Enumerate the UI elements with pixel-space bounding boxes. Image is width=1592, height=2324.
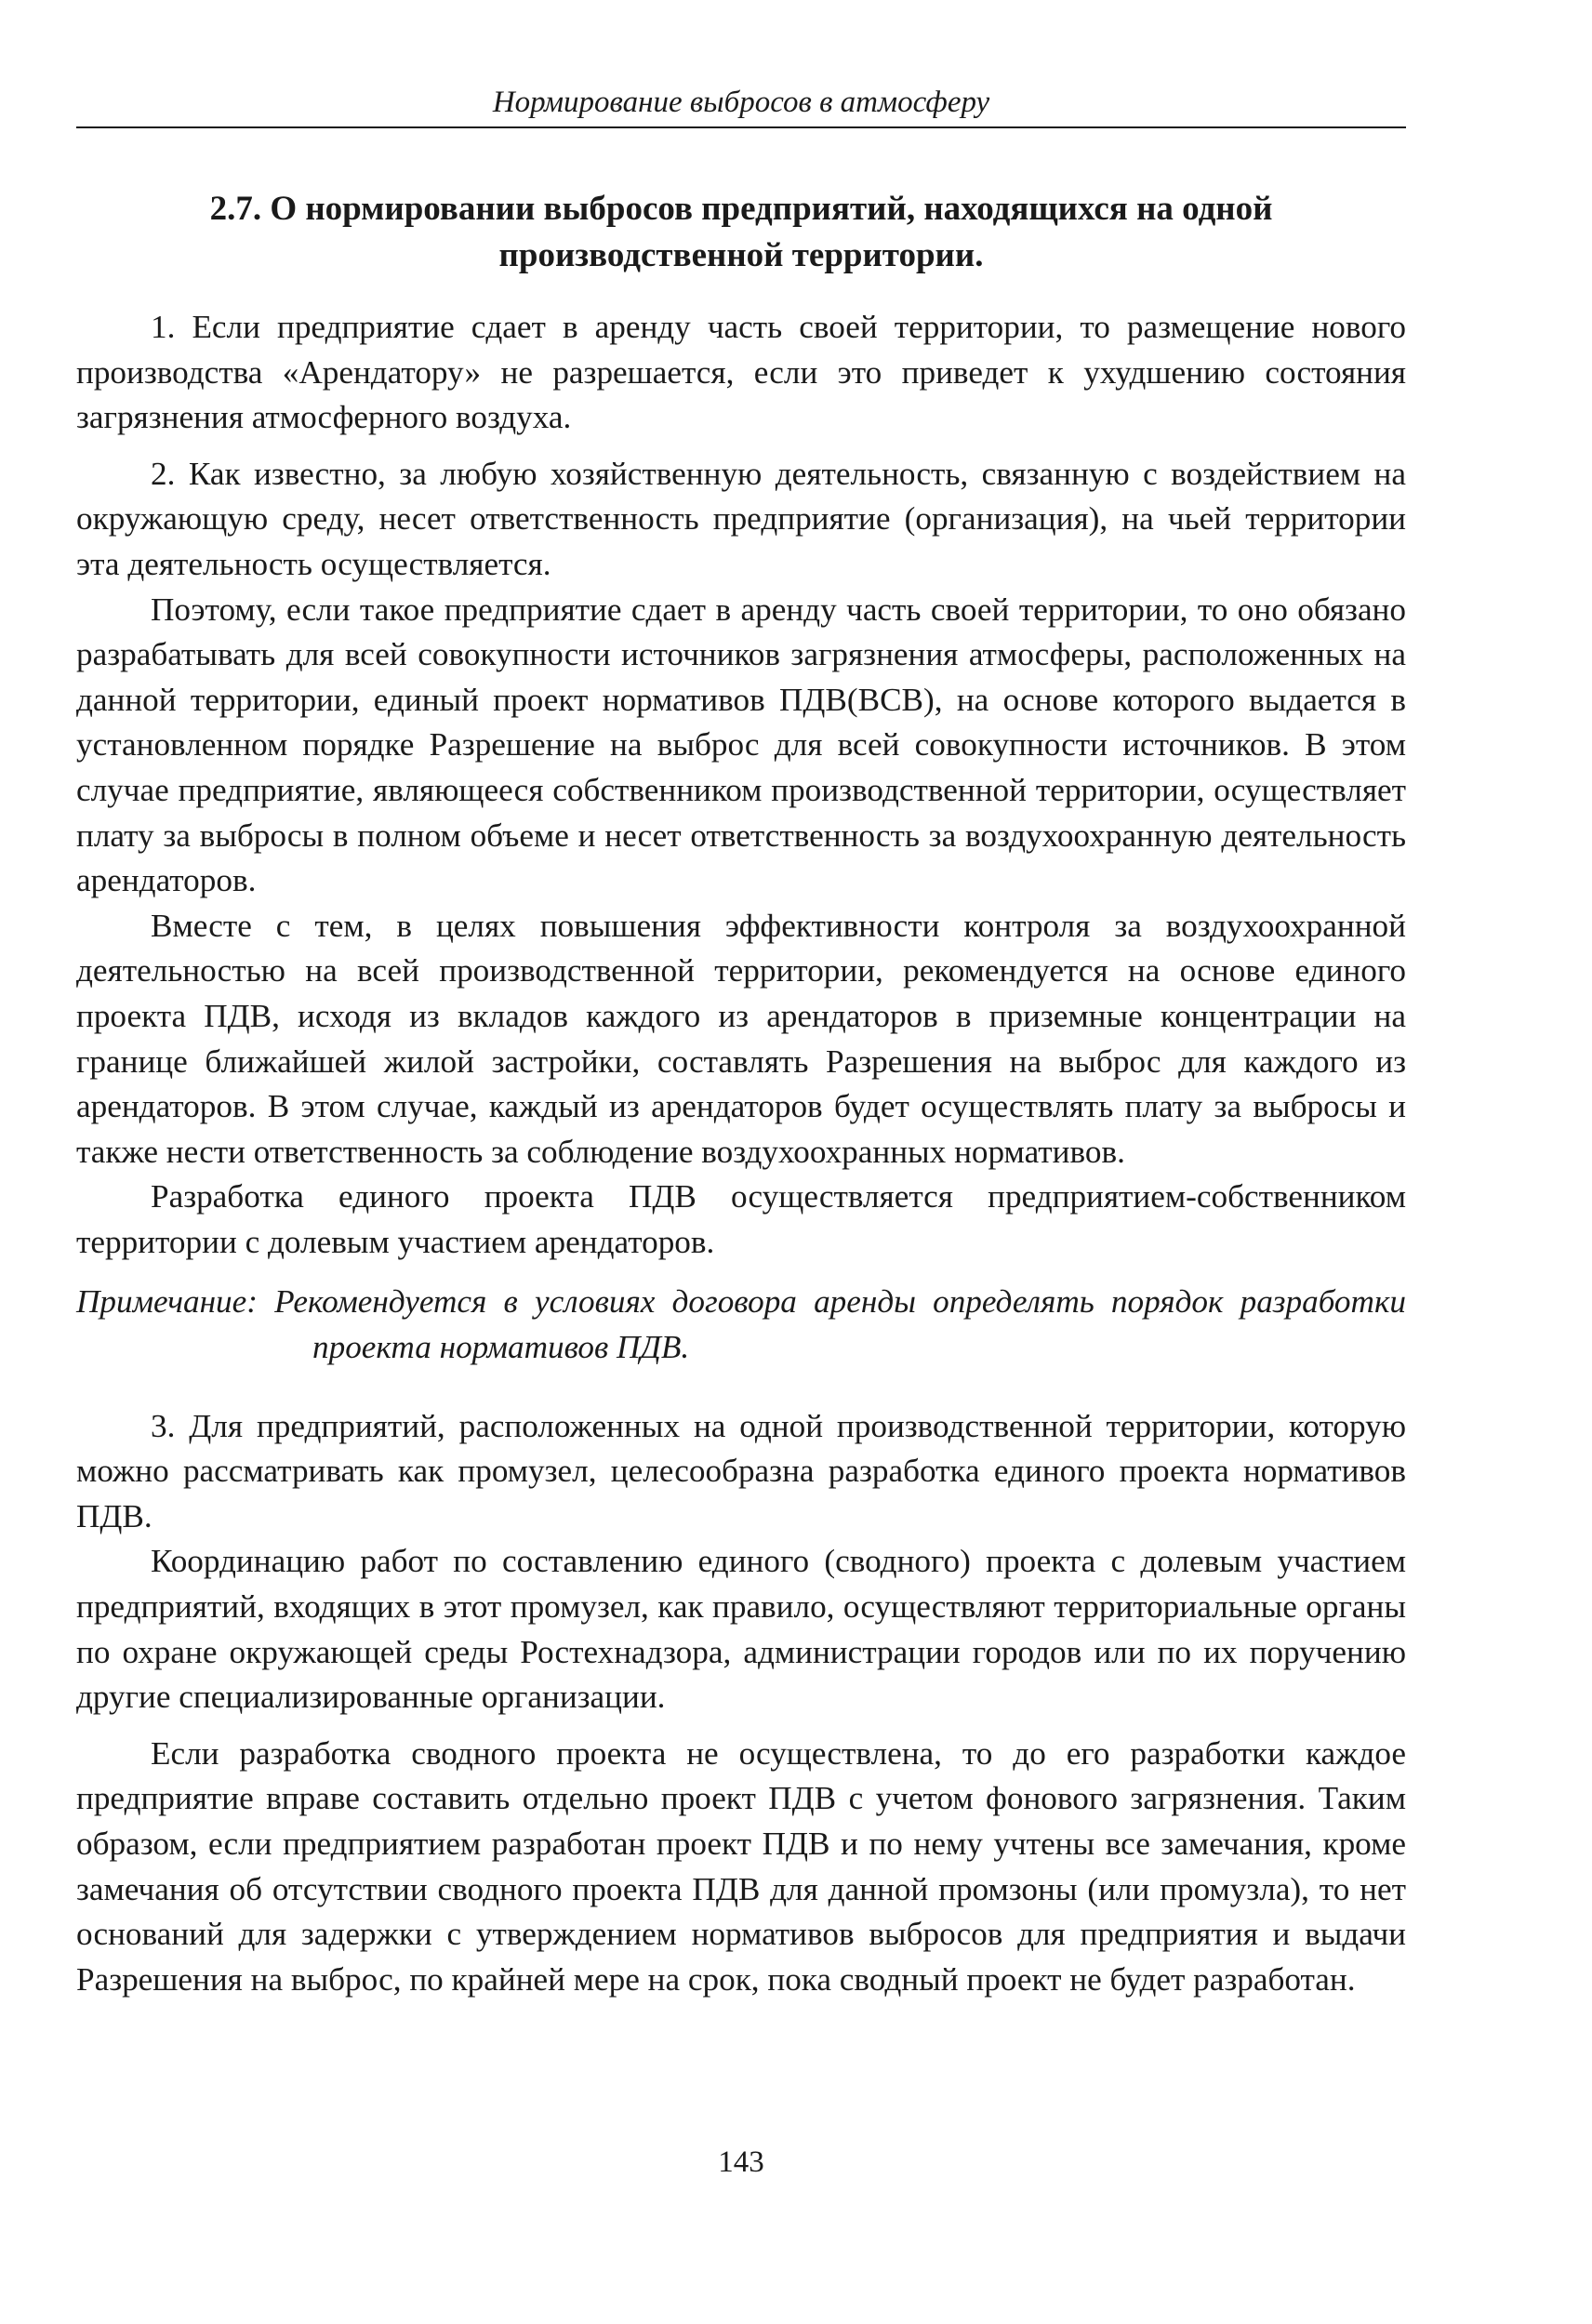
running-header: Нормирование выбросов в атмосферу: [492, 86, 990, 119]
paragraph-2: 2. Как известно, за любую хозяйственную деятельность, связанную с воздействием на окружающую среду, несет ответственность предприятие (организация), на чьей территории эта деятельность осуществляется.: [76, 455, 1406, 582]
paragraph-6: 3. Для предприятий, расположенных на одной производственной территории, которую можно рассматривать как промузел, целесообразна разработка единого проекта нормативов ПДВ.: [76, 1407, 1406, 1534]
note: Примечание: Рекомендуется в условиях договора аренды определять порядок разработки проекта нормативов ПДВ.: [76, 1283, 1406, 1366]
paragraph-4: Вместе с тем, в целях повышения эффективности контроля за воздухоохранной деятельностью на всей производственной территории, рекомендуется на основе единого проекта ПДВ, исходя из вкладов каждого из арендаторов в приземные концентрации на границе ближайшей жилой застройки, составлять Разрешения на выброс для каждого из арендаторов. В этом случае, каждый из арендаторов будет осуществлять плату за выбросы и также нести ответственность за соблюдение воздухоохранных нормативов.: [76, 907, 1406, 1170]
document-page: [76, 84, 1406, 2297]
section-title: 2.7. О нормировании выбросов предприятий, находящихся на одной производственной территории.: [209, 190, 1273, 274]
paragraph-3: Поэтому, если такое предприятие сдает в аренду часть своей территории, то оно обязано разрабатывать для всей совокупности источников загрязнения атмосферы, расположенных на данной территории, единый проект нормативов ПДВ(ВСВ), на основе которого выдается в установленном порядке Разрешение на выброс для всей совокупности источников. В этом случае предприятие, являющееся собственником производственной территории, осуществляет плату за выбросы в полном объеме и несет ответственность за воздухоохранную деятельность арендаторов.: [76, 591, 1406, 899]
paragraph-5: Разработка единого проекта ПДВ осуществляется предприятием-собственником территории с долевым участием арендаторов.: [76, 1178, 1406, 1260]
header-divider: [76, 126, 1406, 128]
body-text: [76, 305, 1406, 2002]
page-number: 143: [718, 2145, 764, 2179]
paragraph-8: Если разработка сводного проекта не осуществлена, то до его разработки каждое предприятие вправе составить отдельно проект ПДВ с учетом фонового загрязнения. Таким образом, если предприятием разработан проект ПДВ и по нему учтены все замечания, кроме замечания об отсутствии сводного проекта ПДВ для данной промзоны (или промузла), то нет оснований для задержки с утверждением нормативов выбросов для предприятия и выдачи Разрешения на выброс, по крайней мере на срок, пока сводный проект не будет разработан.: [76, 1734, 1406, 1998]
paragraph-7: Координацию работ по составлению единого (сводного) проекта с долевым участием предприятий, входящих в этот промузел, как правило, осуществляют территориальные органы по охране окружающей среды Ростехнадзора, администрации городов или по их поручению другие специализированные организации.: [76, 1543, 1406, 1716]
paragraph-1: 1. Если предприятие сдает в аренду часть своей территории, то размещение нового производства «Арендатору» не разрешается, если это приведет к ухудшению состояния загрязнения атмосферного воздуха.: [76, 309, 1406, 436]
